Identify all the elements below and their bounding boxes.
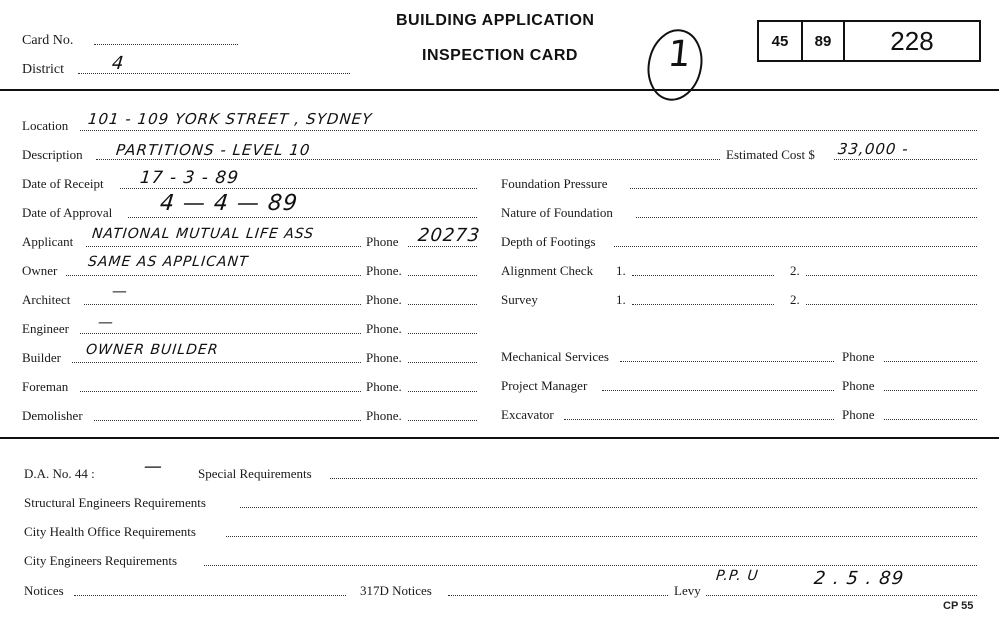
date-of-receipt-value: 17 - 3 - 89 [138, 168, 241, 188]
district-label: District [22, 62, 64, 77]
description-value: PARTITIONS - LEVEL 10 [115, 141, 312, 159]
levy-value: P.P. U [715, 568, 760, 584]
notices-label: Notices [24, 583, 64, 598]
foreman-phone-field[interactable] [408, 391, 477, 392]
city-health-requirements-field[interactable] [226, 536, 977, 537]
notices-317d-label: 317D Notices [360, 583, 432, 598]
date-of-receipt-label: Date of Receipt [22, 176, 104, 191]
survey-2-field[interactable] [806, 304, 977, 305]
description-field[interactable] [96, 159, 720, 160]
demolisher-phone-label: Phone. [366, 408, 402, 423]
location-label: Location [22, 118, 69, 133]
architect-phone-label: Phone. [366, 292, 402, 307]
da-no-value: — [142, 456, 165, 477]
levy-label: Levy [674, 583, 701, 598]
project-manager-phone-label: Phone [842, 378, 875, 393]
engineer-label: Engineer [22, 321, 69, 336]
form-title-line1: BUILDING APPLICATION [396, 12, 595, 29]
applicant-phone-field[interactable] [408, 246, 477, 247]
builder-phone-label: Phone. [366, 350, 402, 365]
mechanical-services-phone-label: Phone [842, 349, 875, 364]
date-of-receipt-field[interactable] [120, 188, 477, 189]
foreman-label: Foreman [22, 379, 69, 394]
project-manager-label: Project Manager [501, 378, 588, 393]
engineer-phone-field[interactable] [408, 333, 477, 334]
foreman-field[interactable] [80, 391, 361, 392]
date-of-approval-value: 4 — 4 — 89 [158, 191, 300, 216]
city-engineers-requirements-field[interactable] [204, 565, 977, 566]
architect-field[interactable] [84, 304, 361, 305]
alignment-check-1-label: 1. [616, 263, 626, 278]
location-value: 101 - 109 YORK STREET , SYDNEY [87, 110, 374, 128]
alignment-check-2-label: 2. [790, 263, 800, 278]
architect-label: Architect [22, 292, 71, 307]
special-requirements-field[interactable] [330, 478, 977, 479]
nature-of-foundation-field[interactable] [636, 217, 977, 218]
mechanical-services-field[interactable] [620, 361, 834, 362]
architect-phone-field[interactable] [408, 304, 477, 305]
engineer-field[interactable] [80, 333, 361, 334]
notices-field[interactable] [74, 595, 346, 596]
foundation-pressure-field[interactable] [630, 188, 977, 189]
applicant-value: NATIONAL MUTUAL LIFE ASS [91, 226, 315, 242]
card-no-field[interactable] [94, 44, 238, 45]
ref-box-1: 45 [771, 32, 789, 50]
owner-field[interactable] [66, 275, 361, 276]
owner-phone-label: Phone. [366, 263, 402, 278]
card-no-label: Card No. [22, 33, 74, 48]
alignment-check-2-field[interactable] [806, 275, 977, 276]
mechanical-services-phone-field[interactable] [884, 361, 977, 362]
depth-of-footings-field[interactable] [614, 246, 977, 247]
excavator-phone-field[interactable] [884, 419, 977, 420]
estimated-cost-label: Estimated Cost $ [726, 147, 815, 162]
owner-value: SAME AS APPLICANT [87, 254, 250, 270]
survey-label: Survey [501, 292, 538, 307]
owner-label: Owner [22, 263, 58, 278]
date-of-approval-label: Date of Approval [22, 205, 113, 220]
builder-field[interactable] [72, 362, 361, 363]
demolisher-label: Demolisher [22, 408, 83, 423]
divider-bottom [0, 437, 999, 439]
nature-of-foundation-label: Nature of Foundation [501, 205, 613, 220]
survey-1-field[interactable] [632, 304, 774, 305]
survey-1-label: 1. [616, 292, 626, 307]
applicant-label: Applicant [22, 234, 74, 249]
divider-top [0, 89, 999, 91]
special-requirements-label: Special Requirements [198, 466, 312, 481]
structural-requirements-field[interactable] [240, 507, 977, 508]
excavator-phone-label: Phone [842, 407, 875, 422]
ref-box-2: 89 [801, 22, 843, 60]
builder-phone-field[interactable] [408, 362, 477, 363]
notices-317d-field[interactable] [448, 595, 668, 596]
excavator-label: Excavator [501, 407, 554, 422]
ref-box-3: 228 [843, 22, 979, 60]
estimated-cost-value: 33,000 - [837, 140, 910, 158]
excavator-field[interactable] [564, 419, 834, 420]
engineer-value: — [97, 313, 115, 331]
foundation-pressure-label: Foundation Pressure [501, 176, 608, 191]
demolisher-field[interactable] [94, 420, 361, 421]
description-label: Description [22, 147, 83, 162]
form-code: CP 55 [943, 600, 974, 612]
builder-label: Builder [22, 350, 61, 365]
alignment-check-1-field[interactable] [632, 275, 774, 276]
alignment-check-label: Alignment Check [501, 263, 594, 278]
engineer-phone-label: Phone. [366, 321, 402, 336]
reference-box [757, 20, 981, 62]
form-title-line2: INSPECTION CARD [422, 47, 578, 64]
city-engineers-requirements-label: City Engineers Requirements [24, 553, 178, 568]
survey-2-label: 2. [790, 292, 800, 307]
project-manager-phone-field[interactable] [884, 390, 977, 391]
architect-value: — [111, 282, 129, 300]
builder-value: OWNER BUILDER [85, 342, 220, 358]
levy-date: 2 . 5 . 89 [812, 568, 906, 589]
structural-requirements-label: Structural Engineers Requirements [24, 495, 206, 510]
project-manager-field[interactable] [602, 390, 834, 391]
estimated-cost-field[interactable] [834, 159, 977, 160]
applicant-phone-label: Phone [366, 234, 399, 249]
depth-of-footings-label: Depth of Footings [501, 234, 596, 249]
location-field[interactable] [80, 130, 977, 131]
da-no-label: D.A. No. 44 : [24, 466, 95, 481]
applicant-field[interactable] [86, 246, 361, 247]
applicant-phone-value: 20273 [416, 225, 482, 246]
foreman-phone-label: Phone. [366, 379, 402, 394]
city-health-requirements-label: City Health Office Requirements [24, 524, 196, 539]
demolisher-phone-field[interactable] [408, 420, 477, 421]
levy-field[interactable] [706, 595, 977, 596]
mechanical-services-label: Mechanical Services [501, 349, 609, 364]
district-value: 4 [110, 53, 126, 74]
circled-number: 1 [665, 34, 695, 75]
owner-phone-field[interactable] [408, 275, 477, 276]
date-of-approval-field[interactable] [128, 217, 477, 218]
